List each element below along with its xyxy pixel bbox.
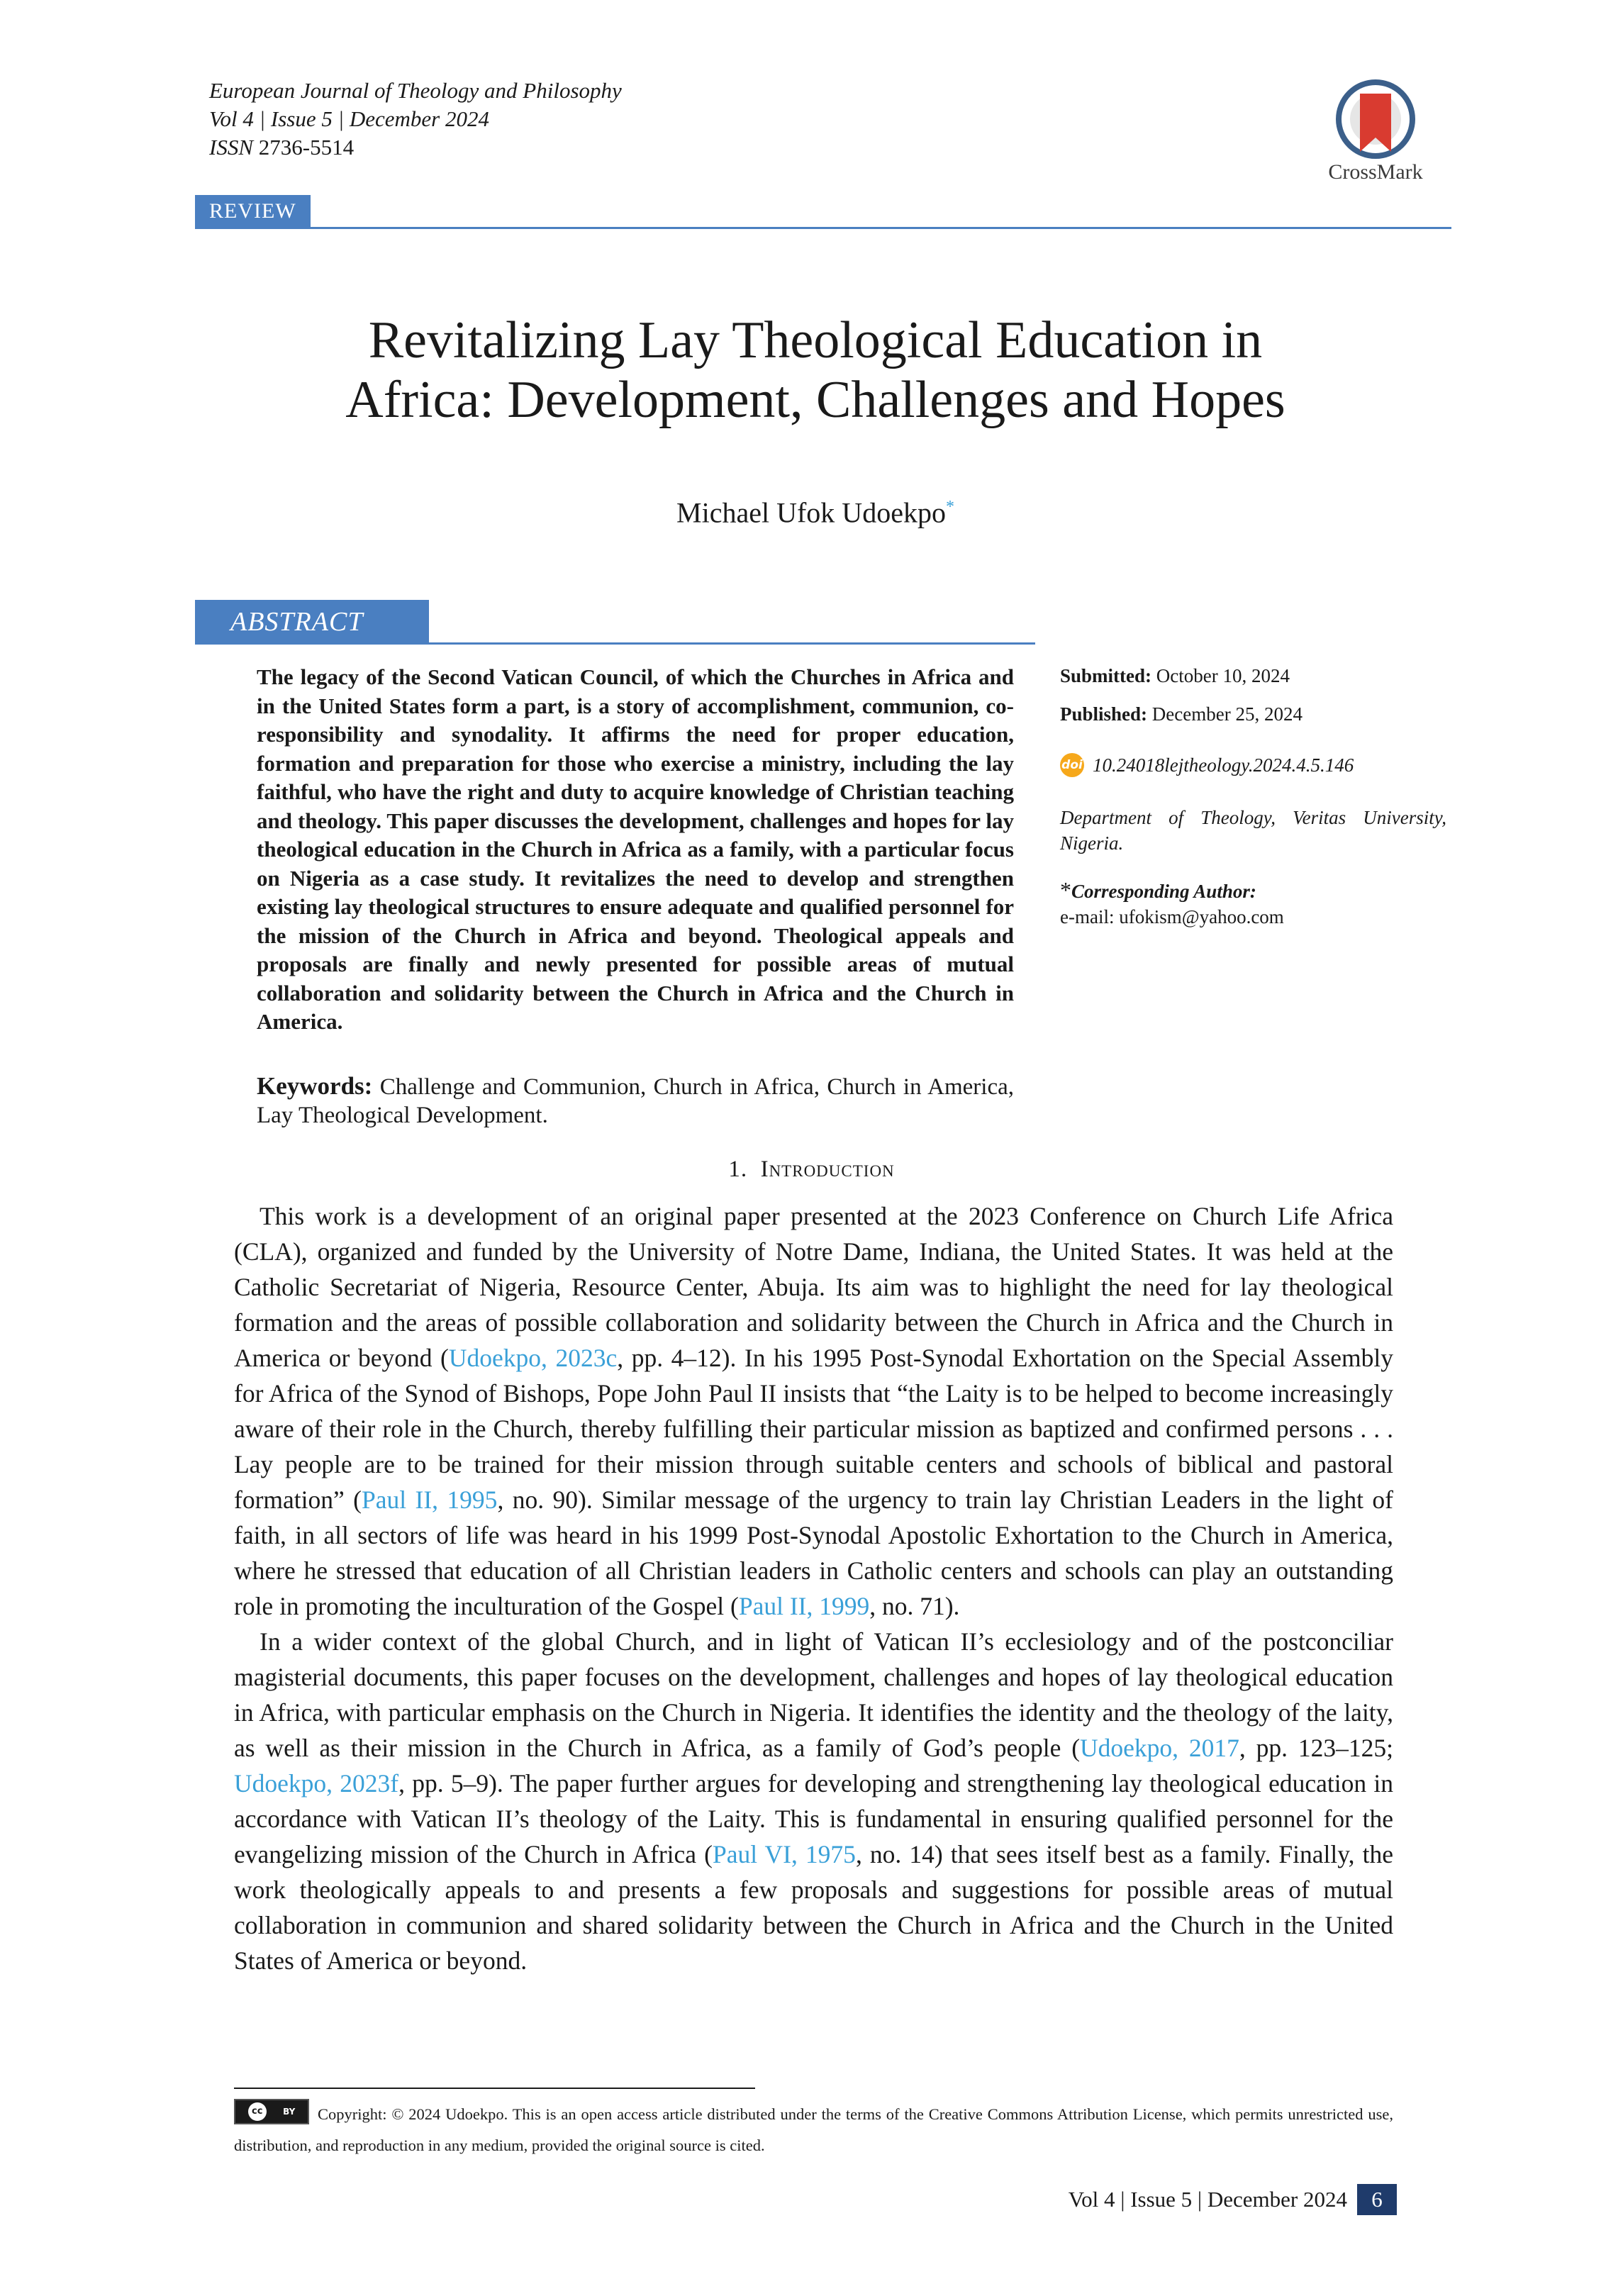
abstract-divider [195, 642, 1035, 645]
published-row [1060, 701, 1446, 727]
affiliation: Department of Theology, Veritas University, Nigeria. [1060, 807, 1446, 854]
submitted-date: October 10, 2024 [1156, 665, 1290, 686]
published-date: December 25, 2024 [1151, 703, 1303, 725]
p2-text-b: , pp. 123–125; [1239, 1734, 1394, 1762]
p2-text-a: In a wider context of the global Church, and in light of Vatican II’s ecclesiology and of the postconciliar magisterial documents, this paper focuses on the development, challenges and hopes of lay theological education in Africa, with particular emphasis on the Church in Nigeria. It identifies the identity and the theology of the laity, as well as their mission in the Church in Africa, as a family of God’s people ( [234, 1627, 1393, 1762]
section-title: Introduction [760, 1157, 895, 1182]
citation-udoekpo-2017[interactable]: Udoekpo, 2017 [1080, 1734, 1239, 1762]
journal-issn [209, 133, 1060, 162]
citation-udoekpo-2023c[interactable]: Udoekpo, 2023c [448, 1344, 618, 1372]
author-name: Michael Ufok Udoekpo [676, 496, 946, 529]
article-title [142, 311, 1489, 430]
citation-paul-ii-1999[interactable]: Paul II, 1999 [738, 1592, 870, 1620]
author-line [284, 489, 1347, 530]
page-number: 6 [1357, 2184, 1397, 2215]
citation-paul-ii-1995[interactable]: Paul II, 1995 [361, 1486, 498, 1514]
corresponding-mark: * [1060, 877, 1071, 903]
copyright-text: Copyright: © 2024 Udoekpo. This is an open access article distributed under the terms of the Creative Commons Attribution License, which permits unrestricted use, distribution, and reproduction in any medium, provided the original source is cited. [234, 2105, 1393, 2154]
doi-link[interactable]: 10.24018lejtheology.2024.4.5.146 [1093, 754, 1354, 776]
title-line-1: Revitalizing Lay Theological Education in [368, 311, 1263, 369]
p1-text-d: , no. 71). [869, 1592, 960, 1620]
citation-udoekpo-2023f[interactable]: Udoekpo, 2023f [234, 1769, 399, 1798]
section-number: 1. [728, 1157, 748, 1182]
author-mark[interactable]: * [945, 498, 954, 516]
keywords-label: Keywords: [257, 1072, 373, 1100]
corresponding-author [1060, 877, 1446, 904]
p2-text-c: , pp. 5–9). The paper further argues for developing and strengthening lay theological education in accordance with Vatican II’s theology of the Laity. This is fundamental in ensuring qualified personnel for the evangelizing mission of the Church in Africa ( [234, 1769, 1393, 1868]
doi-row[interactable] [1060, 752, 1446, 778]
journal-header [209, 77, 1060, 162]
p1-text-b: , pp. 4–12). In his 1995 Post-Synodal Exhortation on the Special Assembly for Africa of the Synod of Bishops, Pope John Paul II insists that “the Laity is to be helped to become increasingly aware of their role in the Church, thereby fulfilling their particular mission as baptized and confirmed persons . . . Lay people are to be trained for their mission through suitable centers and schools of biblical and pastoral formation” ( [234, 1344, 1394, 1514]
abstract-text: The legacy of the Second Vatican Council, of which the Churches in Africa and in the United States form a part, is a story of accomplishment, communion, co-responsibility and synodality. It affirms the need for proper education, formation and preparation for those who exercise a ministry, including the lay faithful, who have the right and duty to acquire knowledge of Christian teaching and theology. This paper discusses the development, challenges and hopes for lay theological education in the Church in Africa as a family, with a particular focus on Nigeria as a case study. It revitalizes the need to develop and strengthen existing lay theological structures to ensure adequate and qualified personnel for the mission of the Church in Africa and beyond. Theological appeals and proposals are finally and newly presented for possible areas of mutual collaboration and solidarity between the Church in Africa and the Church in America. [257, 664, 1014, 1034]
submitted-label: Submitted: [1060, 665, 1152, 686]
footer-volume: Vol 4 | Issue 5 | December 2024 [1068, 2187, 1347, 2212]
abstract-tag: ABSTRACT [195, 600, 429, 644]
issn-value: 2736-5514 [258, 135, 355, 160]
article-info-sidebar [1060, 663, 1446, 930]
crossmark-icon [1336, 79, 1415, 159]
journal-volume: Vol 4 | Issue 5 | December 2024 [209, 106, 489, 131]
citation-paul-vi-1975[interactable]: Paul VI, 1975 [712, 1840, 856, 1868]
p2-text-d: , no. 14) that sees itself best as a family. Finally, the work theologically appeals to and presents a few proposals and suggestions for possible areas of mutual collaboration in communion and shared solidarity between the Church in Africa and the Church in the United States of America or beyond. [234, 1840, 1393, 1975]
keywords-list: Challenge and Communion, Church in Africa, Church in America, Lay Theological Development. [257, 1074, 1015, 1128]
paragraph-1 [234, 1198, 1393, 1624]
footnote-divider [234, 2088, 755, 2089]
header-divider [195, 227, 1451, 229]
doi-icon: doi [1060, 753, 1084, 777]
crossmark-badge[interactable] [1319, 79, 1432, 184]
issn-label: ISSN [209, 135, 253, 160]
corresponding-email[interactable]: e-mail: ufokism@yahoo.com [1060, 906, 1284, 927]
by-icon: BY [283, 2107, 296, 2117]
section-tag: REVIEW [195, 195, 311, 228]
journal-name: European Journal of Theology and Philosophy [209, 78, 622, 103]
published-label: Published: [1060, 703, 1148, 725]
section-heading-introduction [0, 1154, 1623, 1184]
introduction-body [234, 1198, 1393, 1978]
cc-icon: cc [248, 2102, 267, 2121]
p1-text-c: , no. 90). Similar message of the urgency to train lay Christian Leaders in the light of faith, in all sectors of life was heard in his 1999 Post-Synodal Apostolic Exhortation to the Church in America, where he stressed that education of all Christian leaders in Catholic centers and schools can play an outstanding role in promoting the inculturation of the Gospel ( [234, 1486, 1393, 1620]
p1-text-a: This work is a development of an original paper presented at the 2023 Conference on Church Life Africa (CLA), organized and funded by the University of Notre Dame, Indiana, the United States. It was held at the Catholic Secretariat of Nigeria, Resource Center, Abuja. Its aim was to highlight the need for lay theological formation and the areas of possible collaboration and solidarity between the Church in Africa and the Church in America or beyond ( [234, 1202, 1393, 1372]
page-footer [922, 2184, 1397, 2215]
crossmark-label: CrossMark [1328, 160, 1423, 184]
copyright-notice [234, 2099, 1393, 2161]
paragraph-2 [234, 1624, 1393, 1978]
keywords [257, 1072, 1014, 1130]
submitted-row [1060, 663, 1446, 689]
title-line-2: Africa: Development, Challenges and Hopes [345, 371, 1285, 429]
corresponding-label: Corresponding Author: [1071, 881, 1256, 902]
